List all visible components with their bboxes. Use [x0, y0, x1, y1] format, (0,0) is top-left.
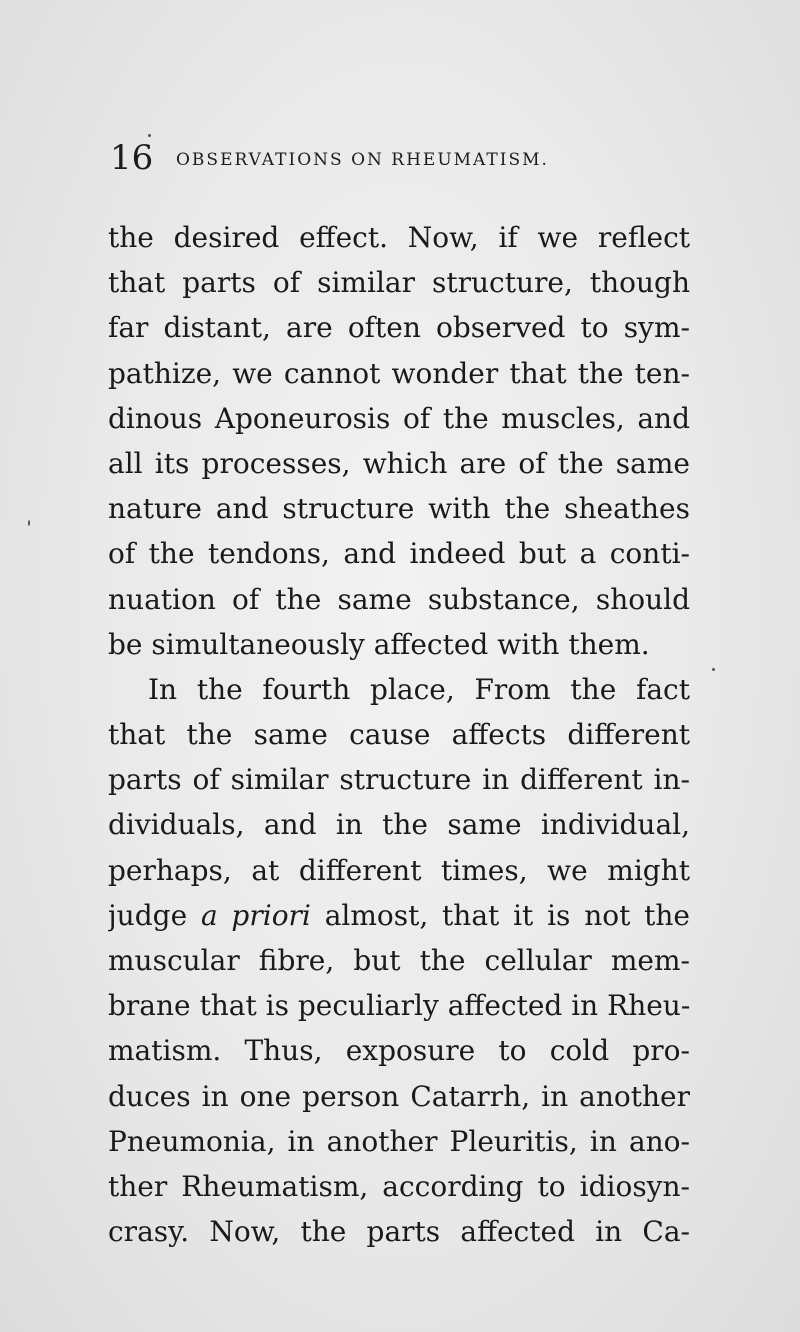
- text-line: perhaps, at different times, we might: [108, 853, 690, 887]
- text-line-with-italic: [108, 893, 690, 938]
- text-line: nuation of the same substance, should: [108, 582, 690, 616]
- text-line: all its processes, which are of the same: [108, 446, 690, 480]
- text-line: muscular fibre, but the cellular mem-: [108, 944, 690, 977]
- text-line: ther Rheumatism, according to idiosyn-: [108, 1169, 690, 1203]
- paper-speck: [712, 668, 715, 671]
- text-line: dinous Aponeurosis of the muscles, and: [108, 401, 690, 435]
- text-segment: judge: [108, 898, 188, 932]
- body-text: [108, 215, 690, 1254]
- text-line: matism. Thus, exposure to cold pro-: [108, 1034, 690, 1068]
- text-line: nature and structure with the sheathes: [108, 492, 690, 526]
- running-title: OBSERVATIONS ON RHEUMATISM.: [176, 150, 549, 170]
- text-line: Pneumonia, in another Pleuritis, in ano-: [108, 1124, 690, 1158]
- text-line: dividuals, and in the same individual,: [108, 808, 690, 842]
- italic-phrase: a priori: [200, 898, 311, 932]
- text-line: far distant, are often observed to sym-: [108, 311, 690, 345]
- text-line: that the same cause affects different: [108, 718, 690, 752]
- page-number: 16: [110, 138, 154, 178]
- paper-speck: [28, 520, 30, 526]
- text-line: parts of similar structure in different in-: [108, 763, 690, 797]
- text-line: In the fourth place, From the fact: [148, 672, 690, 706]
- text-line: duces in one person Catarrh, in another: [108, 1079, 690, 1113]
- text-line: brane that is peculiarly affected in Rheu-: [108, 989, 690, 1023]
- text-line: crasy. Now, the parts affected in Ca-: [108, 1215, 690, 1249]
- text-line: pathize, we cannot wonder that the ten-: [108, 356, 690, 390]
- text-line: be simultaneously affected with them.: [108, 627, 650, 661]
- paper-speck: [148, 134, 151, 137]
- page-header: [110, 138, 710, 178]
- text-line: of the tendons, and indeed but a conti-: [108, 537, 690, 571]
- text-line: the desired effect. Now, if we reflect: [108, 221, 690, 254]
- text-segment: almost, that it is not the: [324, 898, 690, 932]
- text-line: that parts of similar structure, though: [108, 266, 690, 300]
